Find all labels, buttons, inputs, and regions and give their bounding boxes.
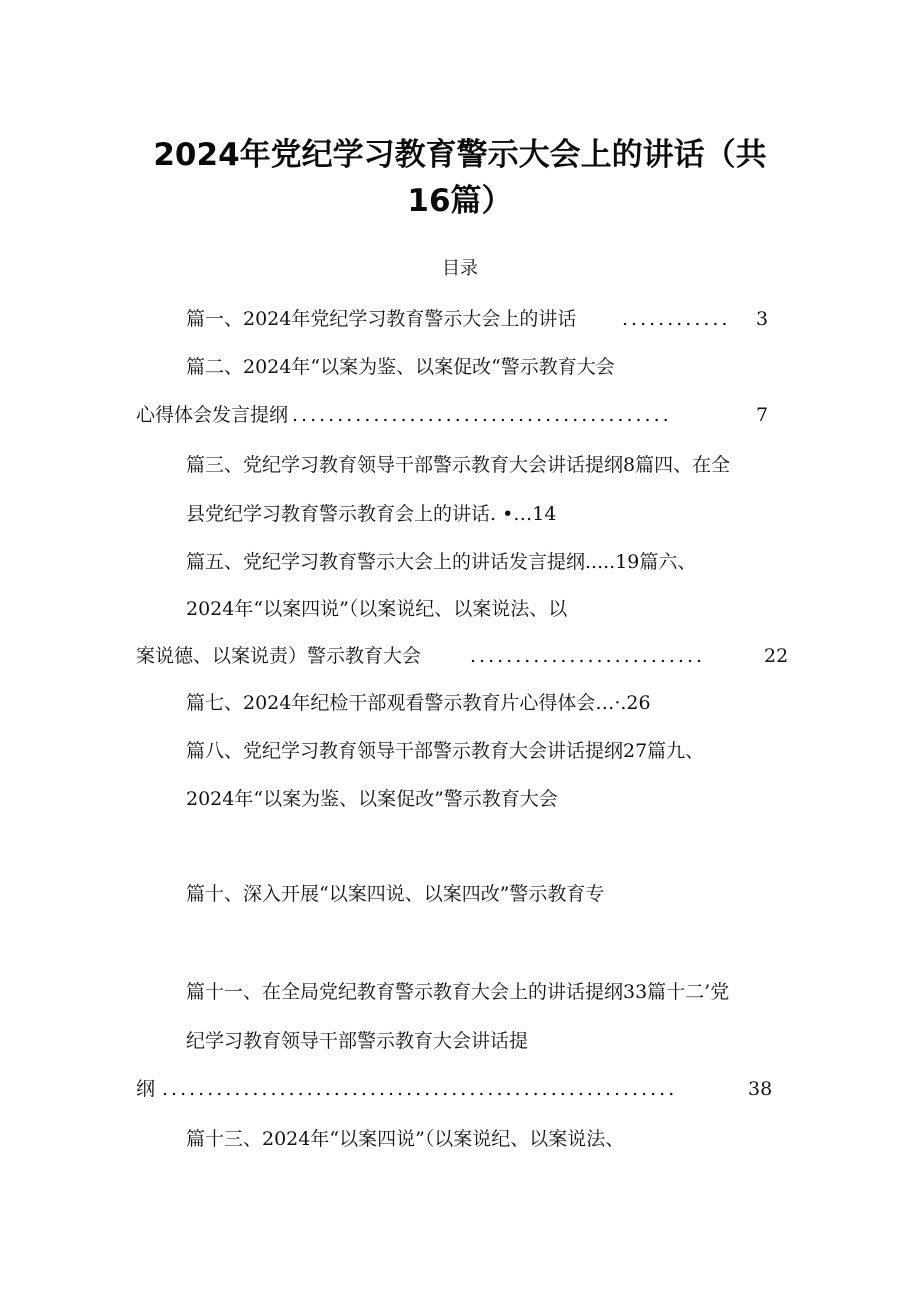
toc-entry-12-cont: 纪学习教育领导干部警示教育大会讲话提 — [186, 1030, 529, 1052]
toc-leader-1: ............ — [622, 310, 731, 329]
toc-entry-6-cont-2: 案说德、以案说责）警示教育大会 — [136, 645, 422, 667]
toc-page-6: 22 — [764, 645, 789, 667]
toc-entry-6-cont: 2024年“以案四说”（以案说纪、以案说法、以 — [186, 598, 568, 620]
toc-leader-2: .......................................... — [292, 406, 672, 425]
toc-entry-7: 篇七、2024年纪检干部观看警示教育片心得体会…·.26 — [186, 692, 651, 714]
toc-page-2: 7 — [756, 404, 769, 426]
toc-entry-11: 篇十一、在全局党纪教育警示教育大会上的讲话提纲33篇十二’党 — [186, 981, 730, 1003]
toc-entry-8: 篇八、党纪学习教育领导干部警示教育大会讲话提纲27篇九、 — [186, 740, 705, 762]
toc-leader-12: ......................................................... — [162, 1080, 678, 1099]
toc-entry-2-cont: 心得体会发言提纲 — [136, 404, 289, 426]
toc-page-12: 38 — [748, 1078, 773, 1100]
toc-entry-4-cont: 县党纪学习教育警示教育会上的讲话. •…14 — [186, 503, 557, 525]
document-title-line-2: 16篇） — [407, 183, 513, 219]
toc-leader-6: .......................... — [470, 647, 706, 666]
toc-entry-1: 篇一、2024年党纪学习教育警示大会上的讲话 — [186, 308, 577, 330]
toc-entry-2: 篇二、2024年“以案为鉴、以案促改“警示教育大会 — [186, 356, 615, 378]
toc-heading: 目录 — [442, 258, 478, 279]
toc-entry-12-cont-2: 纲 — [136, 1078, 156, 1100]
toc-entry-3: 篇三、党纪学习教育领导干部警示教育大会讲话提纲8篇四、在全 — [186, 454, 731, 476]
document-title-line-1: 2024年党纪学习教育警示大会上的讲话（共 — [153, 137, 767, 173]
toc-entry-9-cont: 2024年“以案为鉴、以案促改”警示教育大会 — [186, 788, 558, 810]
toc-page-1: 3 — [756, 308, 769, 330]
toc-entry-5: 篇五、党纪学习教育警示大会上的讲话发言提纲.....19篇六、 — [186, 551, 697, 573]
toc-entry-10: 篇十、深入开展“以案四说、以案四改”警示教育专 — [186, 883, 605, 905]
toc-entry-13: 篇十三、2024年“以案四说”（以案说纪、以案说法、 — [186, 1128, 625, 1150]
